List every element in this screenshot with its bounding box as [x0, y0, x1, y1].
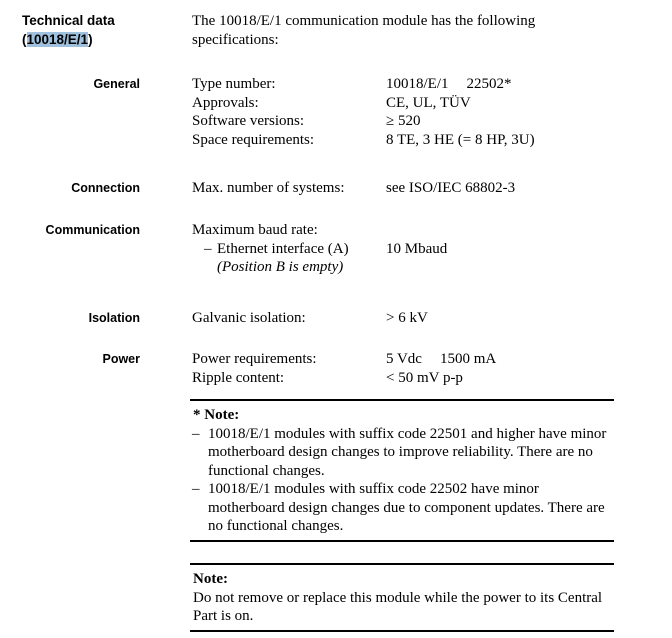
spec-row-sub: [192, 240, 632, 259]
page-title-line1: Technical data: [22, 13, 115, 28]
spec-row: [192, 221, 632, 240]
spec-value-secondary: 22502*: [466, 76, 512, 92]
spec-key: Power requirements:: [192, 351, 317, 367]
section-rows-general: [192, 75, 632, 149]
spec-value: 10018/E/1: [386, 76, 449, 92]
spec-row: [192, 179, 632, 198]
list-dash: –: [204, 240, 212, 257]
note-title: Note:: [193, 571, 228, 587]
intro-paragraph: The 10018/E/1 communication module has the following specifications:: [192, 13, 536, 48]
spec-value: > 6 kV: [386, 310, 428, 326]
spec-value: 5 Vdc: [386, 351, 422, 367]
section-label-connection: Connection: [71, 181, 140, 195]
note-list-item: [190, 425, 614, 481]
section-rows-connection: [192, 179, 632, 198]
note-body: Do not remove or replace this module while the power to its Central Part is on.: [193, 589, 603, 624]
spec-row-note: [192, 258, 632, 277]
section-rows-isolation: [192, 309, 632, 328]
note-list-text: 10018/E/1 modules with suffix code 22502 have minor motherboard design changes due to component updates. There are no functional changes.: [208, 481, 605, 534]
spec-value: see ISO/IEC 68802-3: [386, 180, 516, 196]
spec-row: [192, 112, 632, 131]
section-label-isolation: Isolation: [88, 311, 140, 325]
spec-key: Software versions:: [192, 113, 305, 129]
page-title: [22, 11, 182, 49]
paren-open: (: [22, 32, 27, 47]
spec-value: ≥ 520: [386, 113, 421, 129]
section-rows-power: [192, 350, 632, 387]
note-box-power-warning: [190, 563, 614, 632]
page-title-line2: [22, 30, 182, 49]
spec-value: < 50 mV p-p: [386, 369, 463, 386]
list-dash: –: [192, 481, 200, 497]
spec-value: 10 Mbaud: [386, 240, 448, 257]
spec-row: [192, 75, 632, 94]
spec-key: Max. number of systems:: [192, 180, 345, 196]
spec-value: CE, UL, TÜV: [386, 94, 471, 111]
note-box-suffix-codes: [190, 399, 614, 542]
spec-key: Type number:: [192, 76, 276, 92]
position-note: (Position B is empty): [217, 259, 344, 275]
section-rows-communication: [192, 221, 632, 277]
spec-value: 8 TE, 3 HE (= 8 HP, 3U): [386, 131, 535, 148]
spec-key: Space requirements:: [192, 131, 315, 148]
spec-row: [192, 369, 632, 388]
note-list-text: 10018/E/1 modules with suffix code 22501 and higher have minor motherboard design changes to improve reliability. There are no functional changes.: [208, 425, 607, 479]
section-label-communication: Communication: [45, 223, 140, 237]
spec-row: [192, 350, 632, 369]
list-dash: –: [192, 425, 200, 442]
section-label-power: Power: [102, 352, 140, 366]
note-title: * Note:: [193, 407, 240, 423]
spec-row: [192, 131, 632, 150]
spec-row: [192, 94, 632, 113]
note-list-item: [190, 480, 614, 536]
module-id-highlight: 10018/E/1: [26, 32, 89, 47]
spec-key: Maximum baud rate:: [192, 222, 318, 238]
spec-key: Ripple content:: [192, 369, 285, 386]
paren-close: ): [88, 32, 93, 47]
spec-value-secondary: 1500 mA: [439, 351, 497, 367]
spec-key: Galvanic isolation:: [192, 310, 306, 326]
spec-key: Approvals:: [192, 94, 259, 111]
spec-key: Ethernet interface (A): [217, 240, 349, 257]
spec-row: [192, 309, 632, 328]
section-label-general: General: [93, 77, 140, 91]
